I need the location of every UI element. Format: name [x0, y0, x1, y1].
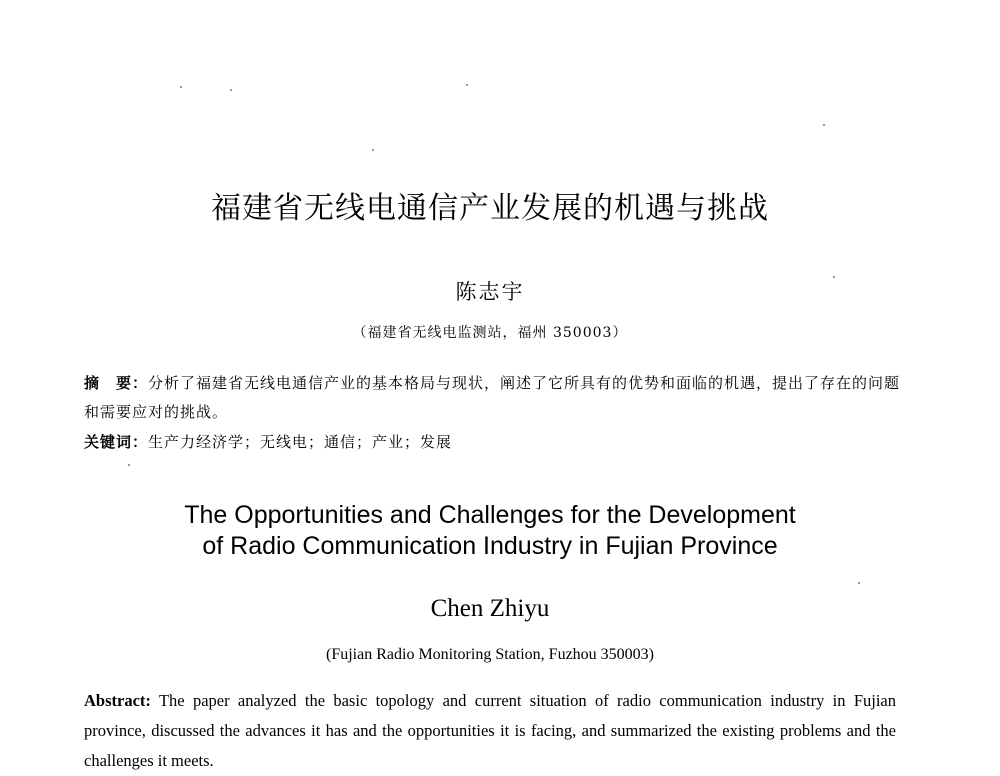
scan-speck [128, 464, 130, 466]
scan-speck [823, 124, 825, 126]
chinese-abstract-label: 摘 要： [84, 374, 149, 392]
chinese-affiliation: （福建省无线电监测站，福州 350003） [352, 325, 628, 341]
english-abstract [84, 686, 896, 776]
scan-speck [180, 86, 182, 88]
chinese-abstract-text: 分析了福建省无线电通信产业的基本格局与现状，阐述了它所具有的优势和面临的机遇，提出了存在的问题和需要应对的挑战。 [84, 374, 901, 421]
english-affiliation: (Fujian Radio Monitoring Station, Fuzhou 350003) [326, 646, 654, 663]
scan-speck [466, 84, 468, 86]
scan-speck [858, 582, 860, 584]
chinese-title: 福建省无线电通信产业发展的机遇与挑战 [211, 191, 769, 226]
english-title-line-2: of Radio Communication Industry in Fujian Province [202, 532, 778, 560]
chinese-keywords-text: 生产力经济学；无线电；通信；产业；发展 [148, 433, 453, 451]
english-abstract-text: The paper analyzed the basic topology and current situation of radio communication industry in Fujian province, discussed the advances it has and the opportunities it is facing, and summarized the existing problems and the challenges it meets. [84, 691, 897, 770]
chinese-abstract [84, 369, 904, 427]
english-title-line-1: The Opportunities and Challenges for the Development [184, 501, 796, 529]
chinese-author: 陈志宇 [455, 280, 525, 304]
chinese-keywords-label: 关键词： [84, 433, 149, 451]
scan-speck [372, 149, 374, 151]
scan-speck [230, 89, 232, 91]
english-abstract-label: Abstract: [84, 691, 151, 710]
chinese-keywords [84, 431, 904, 453]
english-author: Chen Zhiyu [430, 595, 550, 622]
english-title [0, 500, 980, 562]
